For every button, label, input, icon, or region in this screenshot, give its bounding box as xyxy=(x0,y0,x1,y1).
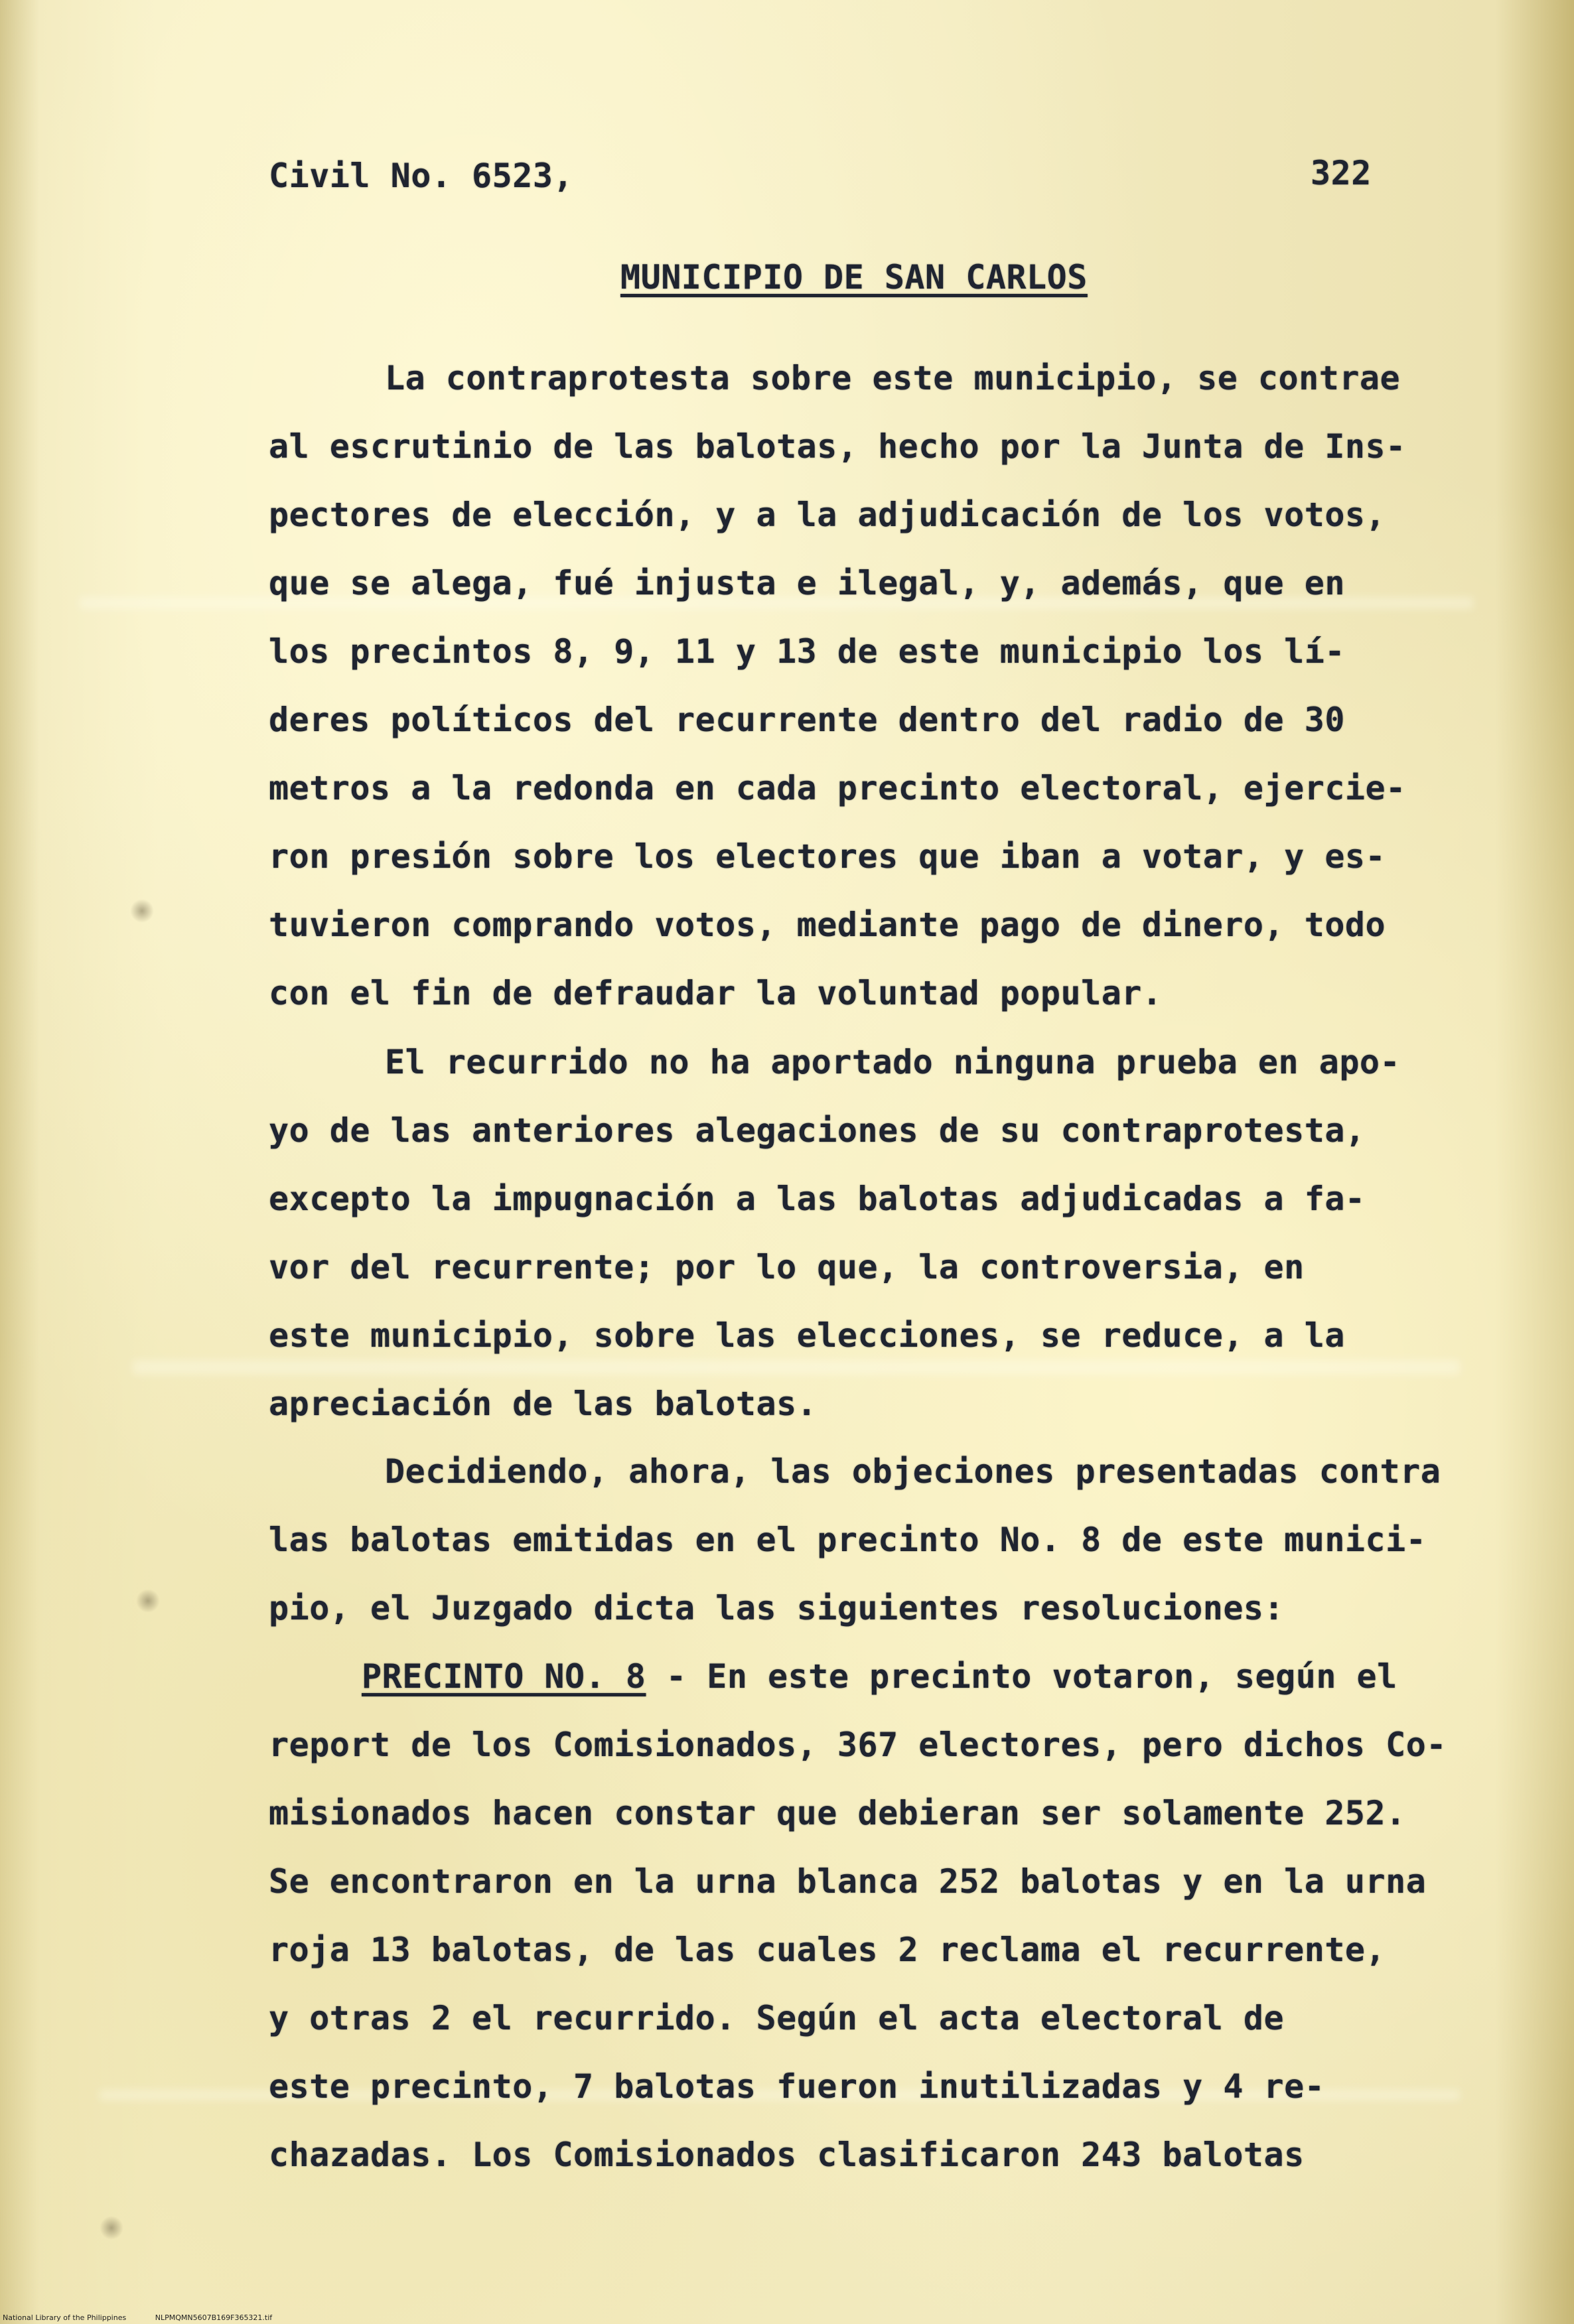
text-line: El recurrido no ha aportado ninguna prueba en apo- xyxy=(385,1043,1401,1081)
text-line: ron presión sobre los electores que iban a votar, y es- xyxy=(269,837,1386,876)
paper-crease xyxy=(133,1360,1460,1375)
text-line: report de los Comisionados, 367 electores, pero dichos Co- xyxy=(269,1726,1447,1764)
text-line: yo de las anteriores alegaciones de su contraprotesta, xyxy=(269,1111,1366,1150)
precinct-subheading-line xyxy=(362,1657,1397,1696)
footer-file-id: NLPMQMN5607B169F365321.tif xyxy=(155,2313,273,2322)
text-line: apreciación de las balotas. xyxy=(269,1385,818,1423)
text-line: metros a la redonda en cada precinto electoral, ejercie- xyxy=(269,769,1406,807)
precinct-subheading: PRECINTO NO. 8 xyxy=(362,1657,646,1696)
text-line: tuvieron comprando votos, mediante pago de dinero, todo xyxy=(269,906,1386,944)
footer-institution: National Library of the Philippines xyxy=(3,2313,127,2322)
text-line: deres políticos del recurrente dentro del radio de 30 xyxy=(269,701,1345,739)
text-line: las balotas emitidas en el precinto No. 8 de este munici- xyxy=(269,1521,1427,1559)
text-line: este precinto, 7 balotas fueron inutilizadas y 4 re- xyxy=(269,2067,1325,2106)
text-line: - En este precinto votaron, según el xyxy=(666,1657,1397,1696)
document-title: MUNICIPIO DE SAN CARLOS xyxy=(620,258,1088,297)
paper-wrinkle-mark xyxy=(100,2216,123,2240)
text-line: con el fin de defraudar la voluntad popular. xyxy=(269,974,1163,1012)
text-line: misionados hacen constar que debieran ser solamente 252. xyxy=(269,1794,1406,1832)
text-line: y otras 2 el recurrido. Según el acta electoral de xyxy=(269,1999,1285,2037)
text-line: La contraprotesta sobre este municipio, se contrae xyxy=(385,359,1401,397)
text-line: Decidiendo, ahora, las objeciones presentadas contra xyxy=(385,1452,1441,1491)
text-line: que se alega, fué injusta e ilegal, y, además, que en xyxy=(269,564,1345,602)
paper-wrinkle-mark xyxy=(136,1589,160,1613)
case-number: Civil No. 6523, xyxy=(269,157,574,195)
text-line: Se encontraron en la urna blanca 252 balotas y en la urna xyxy=(269,1862,1427,1901)
text-line: pectores de elección, y a la adjudicación de los votos, xyxy=(269,496,1386,534)
scan-footer xyxy=(3,2314,299,2322)
text-line: pio, el Juzgado dicta las siguientes resoluciones: xyxy=(269,1589,1285,1627)
page-number: 322 xyxy=(1311,154,1372,192)
text-line: al escrutinio de las balotas, hecho por la Junta de Ins- xyxy=(269,427,1406,466)
text-line: chazadas. Los Comisionados clasificaron 243 balotas xyxy=(269,2136,1305,2174)
text-line: roja 13 balotas, de las cuales 2 reclama el recurrente, xyxy=(269,1931,1386,1969)
paper-wrinkle-mark xyxy=(130,899,154,923)
text-line: vor del recurrente; por lo que, la controversia, en xyxy=(269,1248,1305,1286)
text-line: este municipio, sobre las elecciones, se reduce, a la xyxy=(269,1316,1345,1355)
text-line: los precintos 8, 9, 11 y 13 de este municipio los lí- xyxy=(269,632,1345,671)
text-line: excepto la impugnación a las balotas adjudicadas a fa- xyxy=(269,1180,1366,1218)
